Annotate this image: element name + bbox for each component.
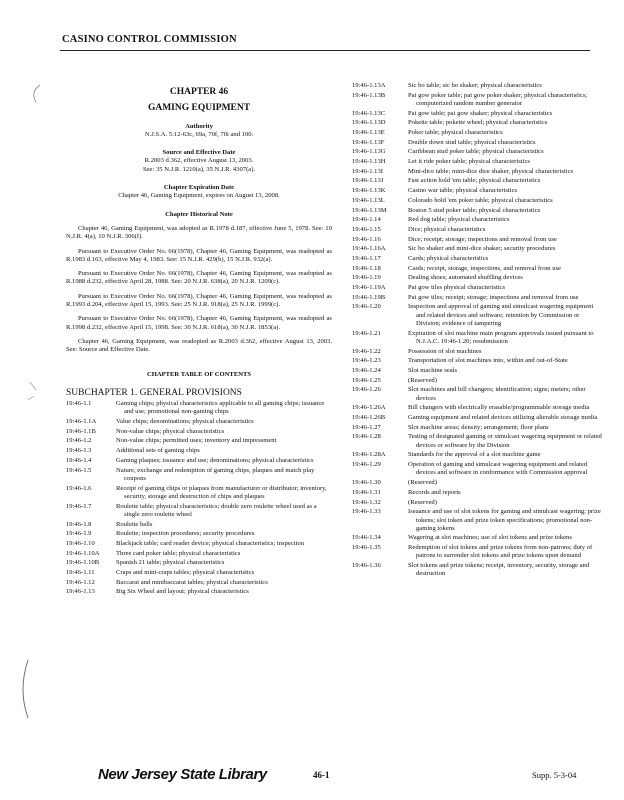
section-title: (Reserved)	[408, 479, 437, 487]
section-number: 19:46-1.27	[352, 423, 381, 431]
section-number: 19:46-1.20	[352, 303, 381, 311]
toc-entry	[352, 187, 604, 195]
section-title: Non-value chips; permitted uses; inventory and impressment	[116, 437, 277, 445]
section-title: Blackjack table; card reader device; physical characteristics; inspection	[116, 539, 305, 547]
toc-entry	[66, 428, 332, 436]
chapter-title: GAMING EQUIPMENT	[147, 103, 251, 114]
toc-entry	[352, 255, 604, 263]
section-title: Casino war table; physical characteristics	[408, 187, 518, 195]
section-number: 19:46-1.16	[352, 235, 381, 243]
toc-entry	[352, 216, 604, 224]
section-number: 19:46-1.10B	[66, 559, 100, 567]
section-number: 19:46-1.24	[352, 367, 381, 375]
section-title: Pai gow tiles; receipt; storage; inspections and removal from use	[408, 293, 579, 301]
section-number: 19:46-1.32	[352, 498, 381, 506]
section-title: Slot machine areas; density; arrangement; floor plans	[408, 423, 549, 431]
section-title: Let it ride poker table; physical characteristics	[408, 158, 530, 166]
history-paragraph: Pursuant to Executive Order No. 66(1978), Chapter 46, Gaming Equipment, was readopted as R.1998 d.232, effective April 15, 1998. See: 30 N.J.R. 618(a), 30 N.J.R. 1853(a).	[66, 315, 332, 331]
section-number: 19:46-1.13M	[352, 206, 387, 214]
section-number: 19:46-1.5	[66, 466, 92, 474]
toc-entry	[352, 367, 604, 375]
toc-entry	[352, 433, 604, 450]
toc-entry	[352, 303, 604, 328]
authority-text: N.J.S.A. 5:12-63c, 69a, 70f, 70i and 100.	[144, 130, 254, 138]
section-title: Dice; physical characteristics	[408, 225, 486, 233]
toc-entry	[66, 447, 332, 455]
toc-entry	[352, 330, 604, 347]
section-title: Pai gow poker table; pai gow poker shaker; physical characteristics; computerized random number generator	[408, 91, 588, 107]
running-header: CASINO CONTROL COMMISSION	[62, 34, 237, 45]
section-title: Spanish 21 table; physical characteristics	[116, 559, 225, 567]
toc-entry	[352, 562, 604, 579]
section-number: 19:46-1.17	[352, 254, 381, 262]
toc-entry	[352, 110, 604, 118]
library-stamp: New Jersey State Library	[98, 766, 267, 783]
section-number: 19:46-1.13L	[352, 196, 385, 204]
toc-entry	[66, 540, 332, 548]
section-title: Big Six Wheel and layout; physical characteristics	[116, 588, 249, 596]
toc-heading: CHAPTER TABLE OF CONTENTS	[146, 370, 252, 378]
toc-entry	[66, 400, 332, 417]
section-title: Wagering at slot machines; use of slot tokens and prize tokens	[408, 534, 572, 542]
section-number: 19:46-1.9	[66, 530, 92, 538]
toc-list-left	[66, 400, 332, 596]
section-title: Pai gow tiles physical characteristics	[408, 284, 506, 292]
section-number: 19:46-1.13D	[352, 119, 386, 127]
section-title: Gaming equipment and related devices utilizing alterable storage media	[408, 414, 598, 422]
section-number: 19:46-1.16A	[352, 245, 386, 253]
section-number: 19:46-1.13H	[352, 158, 386, 166]
section-title: Craps and mini-craps tables; physical characteristics	[116, 568, 255, 576]
section-title: Colorado hold 'em poker table; physical characteristics	[408, 196, 553, 204]
section-title: Sic bo table; sic bo shaker; physical characteristics	[408, 82, 542, 89]
history-paragraph: Pursuant to Executive Order No. 66(1978), Chapter 46, Gaming Equipment, was readopted as R.1983 d.163, effective May 4, 1983. See: 15 N.J.R. 429(b), 15 N.J.R. 932(a).	[66, 247, 332, 263]
section-title: Issuance and use of slot tokens for gaming and simulcast wagering; prize tokens; slot token and prize token specifications; promotional non-gaming tokens	[408, 508, 601, 532]
section-title: Red dog table; physical characteristics	[408, 216, 510, 224]
section-number: 19:46-1.13F	[352, 138, 385, 146]
toc-entry	[352, 245, 604, 253]
section-number: 19:46-1.7	[66, 502, 92, 510]
toc-entry	[352, 82, 604, 90]
section-title: Poker table; physical characteristics	[408, 129, 503, 137]
toc-entry	[352, 386, 604, 403]
history-heading: Chapter Historical Note	[165, 210, 233, 218]
toc-entry	[66, 559, 332, 567]
section-number: 19:46-1.33	[352, 508, 381, 516]
page-number: 46-1	[313, 770, 330, 780]
toc-entry	[352, 177, 604, 185]
section-number: 19:46-1.13G	[352, 148, 386, 156]
section-title: Caribbean stud poker table; physical characteristics	[408, 148, 544, 156]
toc-entry	[66, 588, 332, 596]
section-number: 19:46-1.31	[352, 488, 381, 496]
section-number: 19:46-1.2	[66, 437, 92, 445]
toc-entry	[352, 197, 604, 205]
toc-entry	[66, 530, 332, 538]
section-number: 19:46-1.25	[352, 376, 381, 384]
toc-entry	[352, 236, 604, 244]
authority-heading: Authority	[185, 122, 213, 130]
toc-entry	[352, 139, 604, 147]
toc-entry	[352, 348, 604, 356]
history-paragraph: Pursuant to Executive Order No. 66(1978), Chapter 46, Gaming Equipment, was readopted as R.1988 d.232, effective April 28, 1988. See: 20 N.J.R. 638(a), 20 N.J.R. 1209(c).	[66, 270, 332, 286]
toc-entry	[66, 579, 332, 587]
section-number: 19:46-1.10	[66, 539, 95, 547]
toc-entry	[352, 226, 604, 234]
section-number: 19:46-1.23	[352, 357, 381, 365]
source-line: R.2003 d.362, effective August 13, 2003.	[144, 157, 254, 165]
toc-entry	[352, 265, 604, 273]
toc-entry	[352, 284, 604, 292]
source-line: See: 35 N.J.R. 1210(a), 35 N.J.R. 4307(a).	[142, 165, 256, 173]
toc-entry	[352, 357, 604, 365]
toc-entry	[66, 418, 332, 426]
toc-entry	[352, 404, 604, 412]
section-title: Cards; receipt, storage, inspections, and removal from use	[408, 264, 562, 272]
section-number: 19:46-1.13B	[352, 91, 386, 99]
section-number: 19:46-1.14	[352, 216, 381, 224]
section-title: Roulette balls	[116, 520, 153, 528]
section-title: Pai gow table; pai gow shaker; physical characteristics	[408, 109, 553, 117]
section-number: 19:46-1.19A	[352, 284, 386, 292]
section-title: Mini-dice table; mini-dice dice shaker, physical characteristics	[408, 167, 574, 175]
section-title: Pokette table; pokette wheel; physical characteristics	[408, 119, 548, 127]
section-number: 19:46-1.6	[66, 484, 92, 492]
source-heading: Source and Effective Date	[162, 149, 236, 157]
section-number: 19:46-1.8	[66, 520, 92, 528]
section-title: Fast action hold 'em table; physical characteristics	[408, 177, 541, 185]
section-title: Testing of designated gaming or simulcast wagering equipment or related devices or software by the Division	[408, 433, 602, 449]
section-title: Three card poker table; physical characteristics	[116, 549, 241, 557]
section-number: 19:46-1.18	[352, 264, 381, 272]
section-number: 19:46-1.15	[352, 225, 381, 233]
toc-entry	[352, 92, 604, 109]
toc-entry	[352, 129, 604, 137]
section-title: Nature, exchange and redemption of gaming chips, plaques and match play coupons	[116, 466, 315, 482]
section-title: Gaming chips; physical characteristics applicable to all gaming chips; issuance and use; promotional non-gaming chips	[116, 400, 325, 416]
toc-entry	[352, 158, 604, 166]
toc-entry	[352, 534, 604, 542]
section-title: Double down stud table; physical characteristics	[408, 138, 536, 146]
toc-entry	[352, 424, 604, 432]
toc-entry	[352, 274, 604, 282]
toc-entry	[66, 467, 332, 484]
section-number: 19:46-1.11	[66, 568, 95, 576]
section-title: Baccarat and minibaccarat tables; physical characteristics	[116, 578, 268, 586]
section-title: Transportation of slot machines into, within and out-of-State	[408, 357, 568, 365]
section-number: 19:46-1.35	[352, 544, 381, 552]
section-number: 19:46-1.13C	[352, 109, 386, 117]
section-title: Possession of slot machines	[408, 347, 482, 355]
section-title: Operation of gaming and simulcast wagering equipment and related devices and software in conformance with Commission approval	[408, 461, 588, 477]
section-number: 19:46-1.26A	[352, 404, 386, 412]
toc-entry	[66, 437, 332, 445]
section-title: Slot machines and bill changers; identification; signs; meters; other devices	[408, 386, 586, 402]
section-title: Sic bo shaker and mini-dice shaker; security procedures	[408, 245, 556, 253]
section-title: Dealing shoes; automated shuffling devices	[408, 274, 523, 282]
toc-entry	[66, 503, 332, 520]
subchapter-heading: SUBCHAPTER 1. GENERAL PROVISIONS	[66, 387, 242, 398]
expiration-heading: Chapter Expiration Date	[163, 184, 235, 192]
section-number: 19:46-1.28A	[352, 451, 386, 459]
section-number: 19:46-1.12	[66, 578, 95, 586]
section-title: Receipt of gaming chips or plaques from manufacturer or distributor; inventory, security, storage and destruction of chips and plaques	[116, 484, 327, 500]
section-number: 19:46-1.3	[66, 447, 92, 455]
section-number: 19:46-1.1B	[66, 427, 96, 435]
section-title: Additional sets of gaming chips	[116, 447, 200, 455]
section-number: 19:46-1.21	[352, 329, 381, 337]
section-number: 19:46-1.10A	[66, 549, 100, 557]
section-title: Bill changers with electrically erasable/programmable storage media	[408, 404, 590, 412]
section-number: 19:46-1.28	[352, 433, 381, 441]
toc-entry	[66, 550, 332, 558]
section-title: Roulette; inspection procedures; security procedures	[116, 530, 255, 538]
toc-entry	[352, 544, 604, 561]
section-number: 19:46-1.13J	[352, 177, 384, 185]
toc-entry	[66, 485, 332, 502]
section-number: 19:46-1.13I	[352, 167, 383, 175]
history-paragraph: Pursuant to Executive Order No. 66(1978), Chapter 46, Gaming Equipment, was readopted as R.1993 d.204, effective April 15, 1993. See: 25 N.J.R. 918(a), 25 N.J.R. 1999(c).	[66, 292, 332, 309]
section-number: 19:46-1.22	[352, 347, 381, 355]
section-number: 19:46-1.1	[66, 400, 92, 408]
history-paragraph: Chapter 46, Gaming Equipment, was readopted as R.2003 d.362, effective August 13, 2003. See: Source and Effective Date.	[66, 337, 332, 354]
section-number: 19:46-1.26B	[352, 414, 386, 422]
toc-entry	[352, 168, 604, 176]
toc-entry	[352, 119, 604, 127]
toc-entry	[352, 414, 604, 422]
toc-entry	[352, 294, 604, 302]
section-title: Slot machine seals	[408, 367, 458, 375]
chapter-number: CHAPTER 46	[169, 87, 229, 97]
toc-entry	[352, 461, 604, 478]
section-title: Roulette table; physical characteristics; double zero roulette wheel used as a single zero roulette wheel	[116, 502, 317, 518]
section-number: 19:46-1.13A	[352, 82, 386, 89]
section-title: Records and reports	[408, 488, 461, 496]
section-title: Boston 5 stud poker table; physical characteristics	[408, 206, 541, 214]
section-title: (Reserved)	[408, 498, 437, 506]
toc-entry	[352, 377, 604, 385]
section-number: 19:46-1.13K	[352, 187, 386, 195]
section-title: Slot tokens and prize tokens; receipt, inventory, security, storage and destruction	[408, 562, 590, 578]
toc-entry	[352, 148, 604, 156]
toc-entry	[352, 499, 604, 507]
section-number: 19:46-1.30	[352, 479, 381, 487]
left-column	[66, 82, 332, 598]
section-number: 19:46-1.19	[352, 274, 381, 282]
section-title: Inspection and approval of gaming and simulcast wagering equipment and related devices and software; retention by Commission or Division; evidence of tampering	[408, 303, 594, 328]
toc-entry	[66, 521, 332, 529]
toc-list-right	[352, 82, 604, 579]
section-number: 19:46-1.13	[66, 588, 95, 596]
supplement-date: Supp. 5-3-04	[532, 770, 577, 780]
toc-entry	[352, 479, 604, 487]
section-title: Non-value chips; physical characteristics	[116, 427, 225, 435]
section-title: (Reserved)	[408, 376, 437, 384]
toc-entry	[352, 207, 604, 215]
section-number: 19:46-1.36	[352, 562, 381, 570]
section-title: Gaming plaques; issuance and use; denominations; physical characteristics	[116, 456, 314, 464]
section-title: Cards; physical characteristics	[408, 254, 489, 262]
toc-entry	[352, 451, 604, 459]
section-title: Expiration of slot machine main program approvals issued pursuant to N.J.A.C. 19:46-1.20; resubmission	[408, 329, 594, 345]
section-number: 19:46-1.26	[352, 386, 381, 394]
section-number: 19:46-1.29	[352, 461, 381, 469]
section-title: Value chips; denominations; physical characteristics	[116, 418, 254, 426]
section-title: Dice; receipt; storage; inspections and removal from use	[408, 235, 557, 243]
toc-entry	[66, 569, 332, 577]
toc-entry	[352, 489, 604, 497]
section-number: 19:46-1.4	[66, 456, 92, 464]
header-rule	[60, 50, 590, 51]
toc-entry	[352, 508, 604, 533]
expiration-text: Chapter 46, Gaming Equipment, expires on August 13, 2008.	[118, 192, 280, 200]
section-title: Standards for the approval of a slot machine game	[408, 451, 541, 459]
section-number: 19:46-1.1A	[66, 418, 97, 426]
section-number: 19:46-1.34	[352, 534, 381, 542]
section-number: 19:46-1.19B	[352, 293, 386, 301]
section-number: 19:46-1.13E	[352, 129, 385, 137]
section-title: Redemption of slot tokens and prize tokens from non-patrons; duty of patrons to surrender slot tokens and prize tokens upon demand	[408, 544, 593, 560]
right-column	[352, 82, 604, 580]
history-paragraph: Chapter 46, Gaming Equipment, was adopted as R.1978 d.187, effective June 5, 1978. See: 10 N.J.R. 4(a), 10 N.J.R. 306(f).	[66, 224, 332, 241]
toc-entry	[66, 457, 332, 465]
